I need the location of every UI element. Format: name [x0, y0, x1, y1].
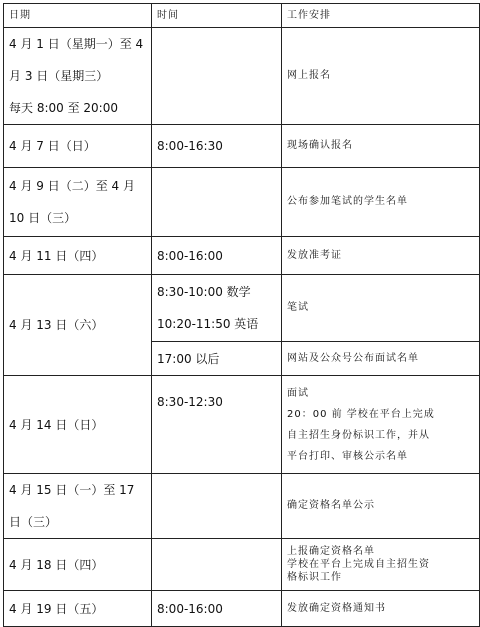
time-cell: 8:30-12:30 — [152, 376, 282, 474]
work-cell: 发放准考证 — [282, 237, 480, 275]
table-row — [4, 474, 480, 539]
time-cell: 17:00 以后 — [152, 342, 282, 376]
table-row — [4, 591, 480, 627]
work-cell: 现场确认报名 — [282, 125, 480, 168]
time-cell — [152, 28, 282, 125]
table-row — [4, 275, 480, 342]
work-cell: 网站及公众号公布面试名单 — [282, 342, 480, 376]
date-cell: 4 月 7 日（日） — [4, 125, 152, 168]
time-cell — [152, 539, 282, 591]
table-row — [4, 237, 480, 275]
date-cell: 4 月 1 日（星期一）至 4 月 3 日（星期三） 每天 8:00 至 20:00 — [4, 28, 152, 125]
date-cell: 4 月 9 日（二）至 4 月 10 日（三） — [4, 168, 152, 237]
time-cell: 8:00-16:00 — [152, 237, 282, 275]
work-cell: 发放确定资格通知书 — [282, 591, 480, 627]
date-cell: 4 月 18 日（四） — [4, 539, 152, 591]
work-cell: 面试 20：00 前 学校在平台上完成 自主招生身份标识工作，并从 平台打印、审核公示名单 — [282, 376, 480, 474]
date-cell: 4 月 14 日（日） — [4, 376, 152, 474]
time-cell: 8:00-16:00 — [152, 591, 282, 627]
work-cell: 确定资格名单公示 — [282, 474, 480, 539]
work-cell: 公布参加笔试的学生名单 — [282, 168, 480, 237]
time-cell: 8:30-10:00 数学 10:20-11:50 英语 — [152, 275, 282, 342]
date-cell: 4 月 19 日（五） — [4, 591, 152, 627]
header-work: 工作安排 — [282, 4, 480, 28]
header-time: 时间 — [152, 4, 282, 28]
schedule-table — [3, 3, 480, 627]
header-date: 日期 — [4, 4, 152, 28]
table-row — [4, 28, 480, 125]
time-cell — [152, 474, 282, 539]
table-header-row — [4, 4, 480, 28]
table-row — [4, 376, 480, 474]
table-row — [4, 539, 480, 591]
date-cell: 4 月 15 日（一）至 17 日（三） — [4, 474, 152, 539]
time-cell: 8:00-16:30 — [152, 125, 282, 168]
time-cell — [152, 168, 282, 237]
table-row — [4, 168, 480, 237]
work-cell: 网上报名 — [282, 28, 480, 125]
work-cell: 笔试 — [282, 275, 480, 342]
date-cell: 4 月 13 日（六） — [4, 275, 152, 376]
table-row — [4, 125, 480, 168]
date-cell: 4 月 11 日（四） — [4, 237, 152, 275]
work-cell: 上报确定资格名单 学校在平台上完成自主招生资 格标识工作 — [282, 539, 480, 591]
